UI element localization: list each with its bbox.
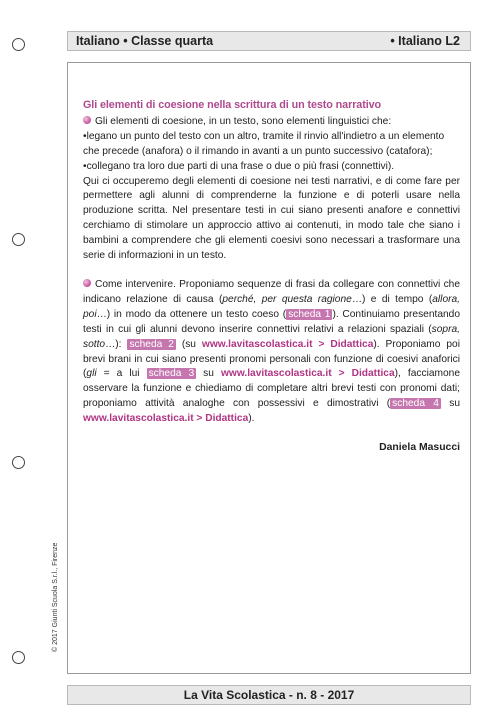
intro-text: Gli elementi di coesione, in un testo, sono elementi linguistici che:: [95, 115, 392, 127]
body-paragraph: Qui ci occuperemo degli elementi di coesione nei testi narrativi, e di come fare per permettere agli alunni di comprenderne la funzione e di poterli usare nella produzione scritta. Nel presentare testi in cui siano presenti anafore e connettivi cerchiamo di stimolare un approccio attivo ai contenuti, in modo tale che siano i bambini a comprendere che gli elementi coesivi sono necessari a trasformare una serie di informazioni in un testo.: [83, 175, 460, 262]
header-subject: Italiano • Classe quarta: [76, 34, 214, 48]
website-link-2[interactable]: www.lavitascolastica.it > Didattica: [220, 368, 395, 380]
intro-line: [83, 115, 460, 130]
intervention-paragraph: Come intervenire. Proponiamo sequenze di frasi da collegare con connettivi che indicano relazione di causa (perché, per questa ragione…) e di tempo (allora, poi…) in modo da ottenere un testo coeso ( scheda 1 ). Continuiamo presentando testi in cui gli alunni devono inserire connettivi relativi a relazioni spaziali (sopra, sotto…): scheda 2 (su www.lavitascolastica.it > Didattica). Proponiamo poi brevi brani in cui siano presenti pronomi personali con funzione di coesivi anaforici (gli = a lui scheda 3 su www.lavitascolastica.it > Didattica), facciamone osservare la funzione e chiediamo di completare altri brevi testi con pronomi dati; proponiamo attività analoghe con possessivi e dimostrativi ( scheda 4 su www.lavitascolastica.it > Didattica).: [83, 278, 460, 425]
binder-hole-3: [12, 456, 25, 469]
article-body: [83, 98, 460, 456]
binder-hole-4: [12, 651, 25, 664]
footer-publication: La Vita Scolastica - n. 8 - 2017: [183, 688, 355, 702]
website-link-1[interactable]: www.lavitascolastica.it > Didattica: [201, 338, 374, 350]
binder-hole-1: [12, 38, 25, 51]
pink-bullet-icon: [83, 116, 91, 124]
copyright-notice: © 2017 Giunti Scuola S.r.l., Firenze: [52, 542, 59, 652]
binder-hole-2: [12, 233, 25, 246]
worksheet-tag-3: scheda 3: [148, 368, 195, 380]
worksheet-tag-4: scheda 4: [392, 398, 439, 410]
header-section: • Italiano L2: [390, 34, 460, 48]
worksheet-tag-2: scheda 2: [129, 338, 174, 350]
list-item: •collegano tra loro due parti di una frase o due o più frasi (connettivi).: [83, 160, 395, 172]
pink-bullet-icon: [83, 279, 91, 287]
author-name: Daniela Masucci: [379, 442, 460, 454]
page-header: [67, 31, 471, 51]
worksheet-tag-1: scheda 1: [288, 308, 331, 320]
section-title: Gli elementi di coesione nella scrittura di un testo narrativo: [83, 99, 381, 111]
website-link-3[interactable]: www.lavitascolastica.it > Didattica: [83, 413, 249, 425]
page-footer: [67, 685, 471, 705]
list-item: •legano un punto del testo con un altro, tramite il rinvio all'indietro a un elemento che precede (anafora) o il rimando in avanti a un punto successivo (catafora);: [83, 130, 445, 157]
